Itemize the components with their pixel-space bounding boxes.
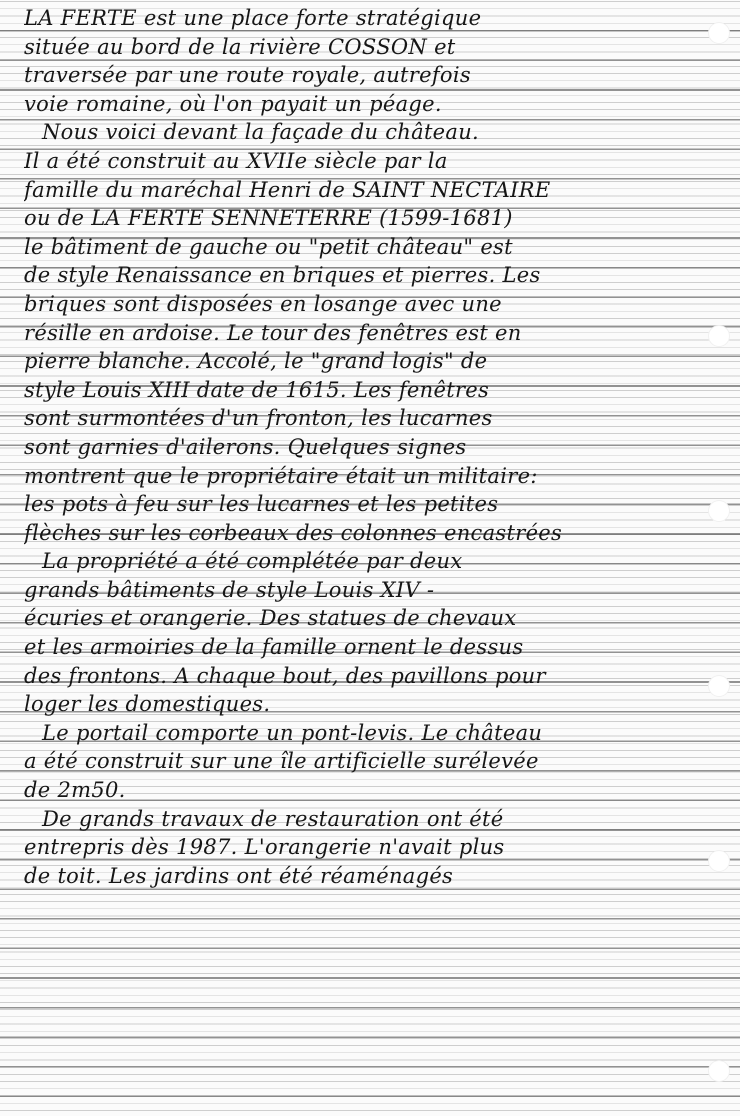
text-line: entrepris dès 1987. L'orangerie n'avait plus bbox=[24, 835, 505, 860]
text-line: grands bâtiments de style Louis XIV - bbox=[24, 577, 435, 602]
text-line: le bâtiment de gauche ou "petit château" est bbox=[24, 234, 513, 259]
text-line: résille en ardoise. Le tour des fenêtres est en bbox=[24, 320, 522, 345]
text-line: De grands travaux de restauration ont été bbox=[42, 806, 504, 831]
text-line: de 2m50. bbox=[24, 778, 126, 803]
text-line: traversée par une route royale, autrefois bbox=[24, 63, 471, 88]
text-line: Le portail comporte un pont-levis. Le château bbox=[42, 720, 543, 745]
text-line: écuries et orangerie. Des statues de chevaux bbox=[24, 606, 517, 631]
text-line: des frontons. A chaque bout, des pavillons pour bbox=[24, 663, 546, 688]
text-line: les pots à feu sur les lucarnes et les petites bbox=[24, 492, 499, 517]
handwritten-text bbox=[24, 4, 714, 890]
text-line: Nous voici devant la façade du château. bbox=[42, 120, 480, 145]
text-line: loger les domestiques. bbox=[24, 692, 271, 717]
punch-hole bbox=[708, 1060, 730, 1082]
text-line: montrent que le propriétaire était un militaire: bbox=[24, 463, 538, 488]
text-line: et les armoiries de la famille ornent le dessus bbox=[24, 635, 524, 660]
text-line: sont garnies d'ailerons. Quelques signes bbox=[24, 434, 467, 459]
text-line: a été construit sur une île artificielle surélevée bbox=[24, 749, 539, 774]
text-line: ou de LA FERTE SENNETERRE (1599-1681) bbox=[24, 206, 513, 231]
text-line: style Louis XIII date de 1615. Les fenêtres bbox=[24, 377, 490, 402]
text-line: LA FERTE est une place forte stratégique bbox=[24, 6, 482, 30]
text-line: La propriété a été complétée par deux bbox=[42, 549, 463, 574]
text-line: de style Renaissance en briques et pierres. Les bbox=[24, 263, 541, 288]
text-line: de toit. Les jardins ont été réaménagés bbox=[24, 863, 454, 888]
text-line: située au bord de la rivière COSSON et bbox=[24, 34, 456, 59]
text-line: sont surmontées d'un fronton, les lucarnes bbox=[24, 406, 493, 431]
text-line: flèches sur les corbeaux des colonnes encastrées bbox=[24, 520, 563, 545]
text-line: Il a été construit au XVIIe siècle par la bbox=[24, 148, 448, 173]
text-line: briques sont disposées en losange avec une bbox=[24, 291, 502, 316]
text-line: famille du maréchal Henri de SAINT NECTAIRE bbox=[24, 177, 551, 202]
text-line: voie romaine, où l'on payait un péage. bbox=[24, 91, 442, 116]
text-line: pierre blanche. Accolé, le "grand logis" de bbox=[24, 349, 488, 374]
